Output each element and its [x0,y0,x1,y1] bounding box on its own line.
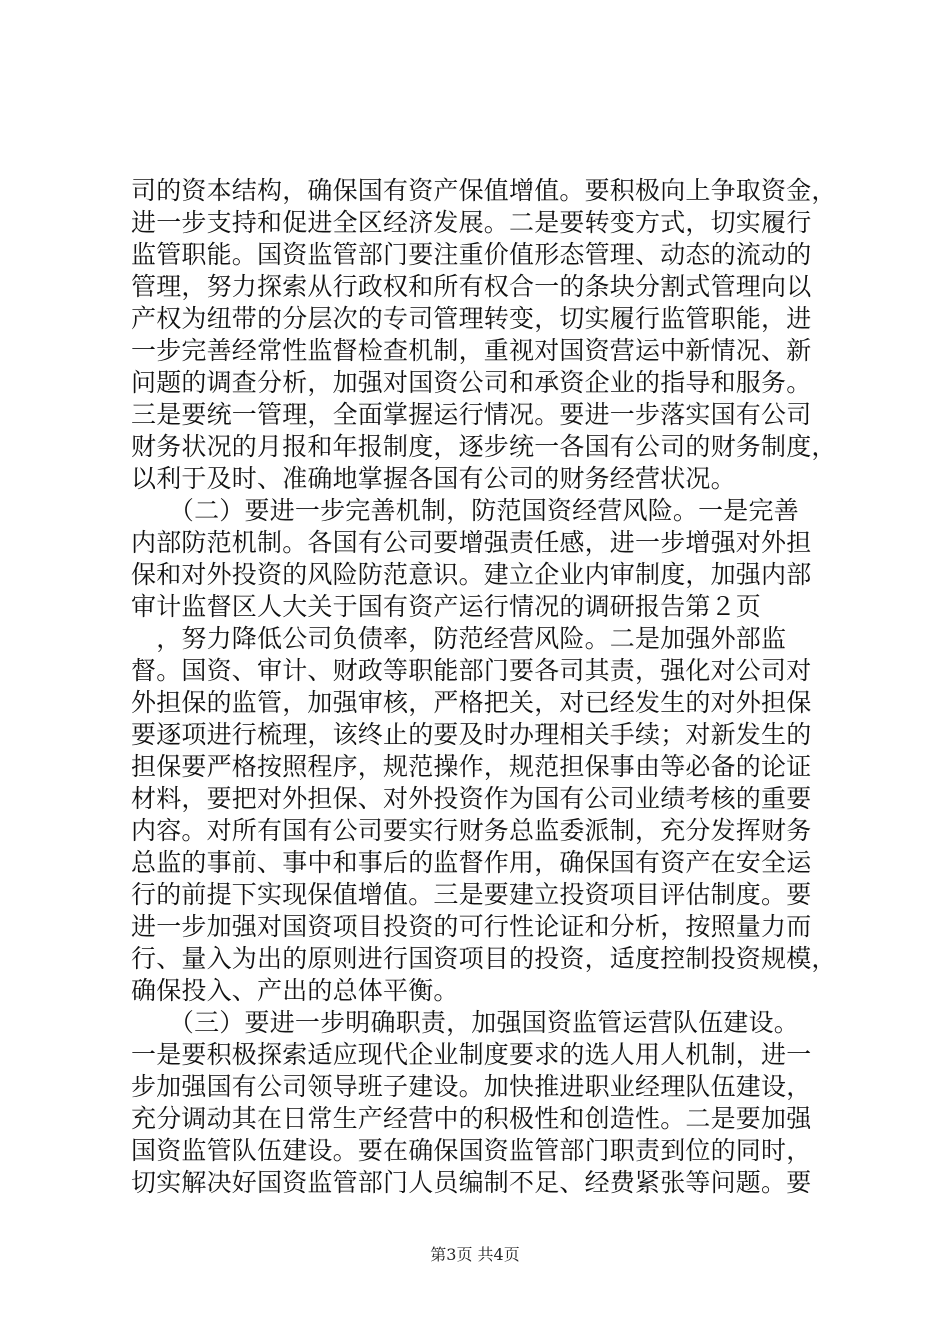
text-line: 一是要积极探索适应现代企业制度要求的选人用人机制，进一 [131,1040,812,1069]
text-line: 内部防范机制。各国有公司要增强责任感，进一步增强对外担 [131,528,812,557]
text-line: 要逐项进行梳理，该终止的要及时办理相关手续；对新发生的 [131,720,812,749]
text-line: 司的资本结构，确保国有资产保值增值。要积极向上争取资金， [131,176,837,205]
text-line: （三）要进一步明确职责，加强国资监管运营队伍建设。 [131,1008,799,1037]
text-line: 进一步加强对国资项目投资的可行性论证和分析，按照量力而 [131,912,812,941]
text-line: 保和对外投资的风险防范意识。建立企业内审制度，加强内部 [131,560,812,589]
text-line: 管理，努力探索从行政权和所有权合一的条块分割式管理向以 [131,272,812,301]
text-line: 督。国资、审计、财政等职能部门要各司其责，强化对公司对 [131,656,812,685]
text-line: ，努力降低公司负债率，防范经营风险。二是加强外部监 [131,624,787,653]
body-text [131,175,837,1199]
text-line: 切实解决好国资监管部门人员编制不足、经费紧张等问题。要 [131,1168,812,1197]
page-number-footer: 第3页 共4页 [430,1245,520,1264]
text-line: 财务状况的月报和年报制度，逐步统一各国有公司的财务制度， [131,432,837,461]
text-line: 步加强国有公司领导班子建设。加快推进职业经理队伍建设， [131,1072,812,1101]
text-line: 产权为纽带的分层次的专司管理转变，切实履行监管职能，进 [131,304,812,333]
text-line: 以利于及时、准确地掌握各国有公司的财务经营状况。 [131,464,736,493]
text-line: 行、量入为出的原则进行国资项目的投资，适度控制投资规模， [131,944,837,973]
text-line: 一步完善经常性监督检查机制，重视对国资营运中新情况、新 [131,336,812,365]
text-line: 三是要统一管理，全面掌握运行情况。要进一步落实国有公司 [131,400,812,429]
text-line: 担保要严格按照程序，规范操作，规范担保事由等必备的论证 [131,752,812,781]
text-line: 监管职能。国资监管部门要注重价值形态管理、动态的流动的 [131,240,812,269]
text-line: 进一步支持和促进全区经济发展。二是要转变方式，切实履行 [131,208,812,237]
text-line: 确保投入、产出的总体平衡。 [131,976,459,1005]
text-line: 充分调动其在日常生产经营中的积极性和创造性。二是要加强 [131,1104,812,1133]
text-line: 国资监管队伍建设。要在确保国资监管部门职责到位的同时， [131,1136,812,1165]
text-line: 材料，要把对外担保、对外投资作为国有公司业绩考核的重要 [131,784,812,813]
text-line: 审计监督区人大关于国有资产运行情况的调研报告第２页 [131,592,762,621]
text-line: （二）要进一步完善机制，防范国资经营风险。一是完善 [131,496,799,525]
text-line: 问题的调查分析，加强对国资公司和承资企业的指导和服务。 [131,368,812,397]
text-line: 总监的事前、事中和事后的监督作用，确保国有资产在安全运 [131,848,812,877]
text-line: 内容。对所有国有公司要实行财务总监委派制，充分发挥财务 [131,816,812,845]
text-line: 行的前提下实现保值增值。三是要建立投资项目评估制度。要 [131,880,812,909]
text-line: 外担保的监管，加强审核，严格把关，对已经发生的对外担保 [131,688,812,717]
